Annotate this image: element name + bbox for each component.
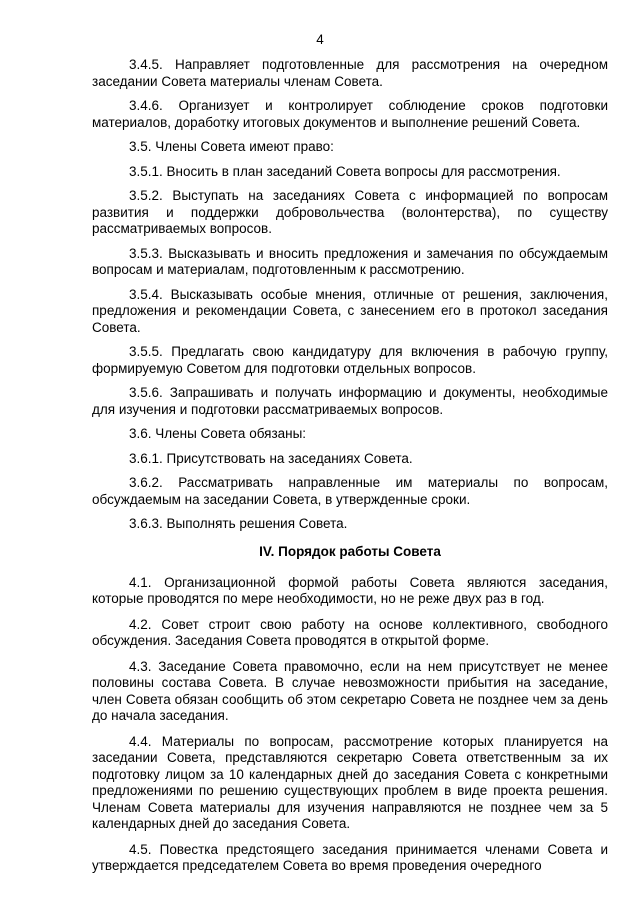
paragraph-3-5-4: 3.5.4. Высказывать особые мнения, отличные от решения, заключения, предложения и рекомендации Совета, с занесением его в протокол заседания Совета.: [92, 286, 608, 335]
paragraph-4-3: 4.3. Заседание Совета правомочно, если на нем присутствует не менее половины состава Совета. В случае невозможности прибытия на заседание, член Совета обязан сообщить об этом секретарю Совета не позднее чем за день до начала заседания.: [92, 658, 608, 723]
paragraph-3-5: 3.5. Члены Совета имеют право:: [129, 139, 334, 154]
paragraph-3-6: 3.6. Члены Совета обязаны:: [129, 426, 307, 441]
document-body: [92, 57, 608, 884]
paragraph-4-1: 4.1. Организационной формой работы Совета являются заседания, которые проводятся по мере необходимости, но не реже двух раз в год.: [92, 574, 608, 606]
paragraph-3-5-3: 3.5.3. Высказывать и вносить предложения и замечания по обсуждаемым вопросам и материалам, подготовленным к рассмотрению.: [92, 245, 608, 277]
section-heading: IV. Порядок работы Совета: [259, 543, 441, 559]
paragraph-3-6-1: 3.6.1. Присутствовать на заседаниях Совета.: [129, 450, 413, 466]
paragraph-3-5-1: 3.5.1. Вносить в план заседаний Совета вопросы для рассмотрения.: [129, 163, 561, 179]
paragraph-4-5: 4.5. Повестка предстоящего заседания принимается членами Совета и утверждается председателем Совета во время проведения очередного: [92, 841, 608, 873]
paragraph-3-5-2: 3.5.2. Выступать на заседаниях Совета с информацией по вопросам развития и поддержки добровольчества (волонтерства), по существу рассматриваемых вопросов.: [92, 188, 608, 236]
paragraph-3-6-3: 3.6.3. Выполнять решения Совета.: [129, 516, 348, 531]
paragraph-3-4-6: 3.4.6. Организует и контролирует соблюдение сроков подготовки материалов, доработку итоговых документов и выполнение решений Совета.: [92, 98, 608, 130]
paragraph-3-4-5: 3.4.5. Направляет подготовленные для рассмотрения на очередном заседании Совета материалы членам Совета.: [92, 57, 608, 89]
paragraph-3-5-5: 3.5.5. Предлагать свою кандидатуру для включения в рабочую группу, формируемую Советом для подготовки отдельных вопросов.: [92, 344, 608, 376]
paragraph-3-5-6: 3.5.6. Запрашивать и получать информацию и документы, необходимые для изучения и подготовки рассматриваемых вопросов.: [92, 385, 608, 417]
paragraph-3-6-2: 3.6.2. Рассматривать направленные им материалы по вопросам, обсуждаемым на заседании Совета, в утвержденные сроки.: [92, 475, 608, 507]
page-number: 4: [316, 32, 324, 47]
paragraph-4-2: 4.2. Совет строит свою работу на основе коллективного, свободного обсуждения. Заседания Совета проводятся в открытой форме.: [92, 616, 608, 648]
paragraph-4-4: 4.4. Материалы по вопросам, рассмотрение которых планируется на заседании Совета, представляются секретарю Совета ответственным за их подготовку лицом за 10 календарных дней до заседания Совета с конкретными предложениями по решению существующих проблем в виде проекта решения. Членам Совета материалы для изучения направляются не позднее чем за 5 календарных дней до заседания Совета.: [92, 733, 608, 831]
